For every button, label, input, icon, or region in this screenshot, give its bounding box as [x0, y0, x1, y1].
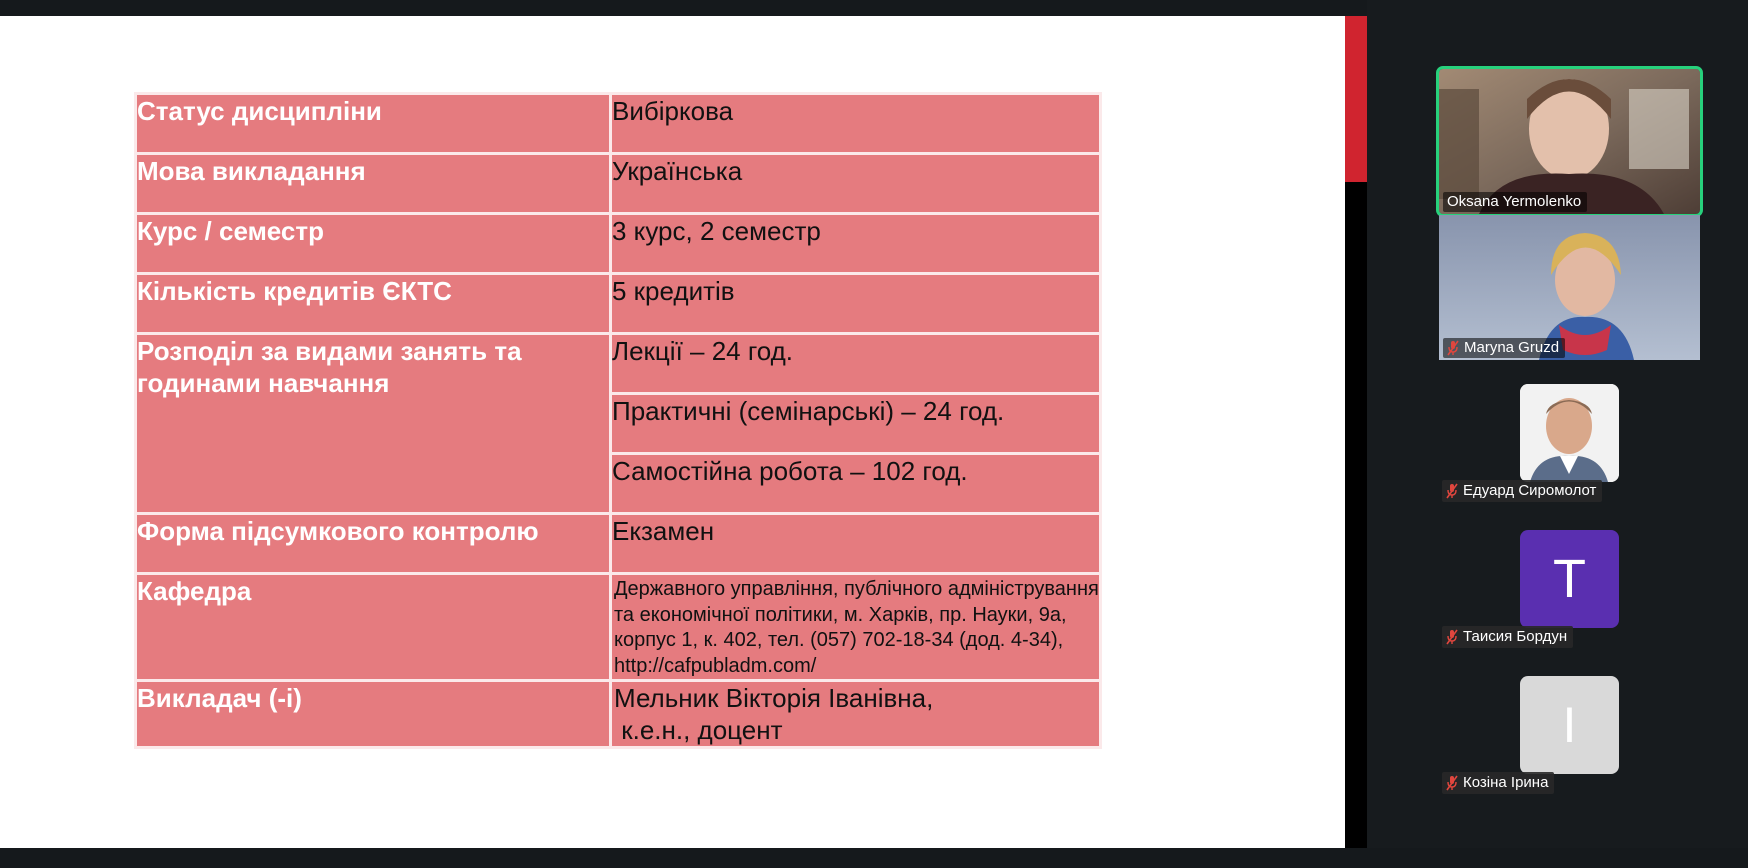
participant-photo — [1520, 384, 1619, 482]
row-label: Кількість кредитів ЄКТС — [136, 274, 611, 334]
course-info-table — [134, 92, 1102, 749]
row-label: Статус дисципліни — [136, 94, 611, 154]
mic-muted-icon — [1446, 483, 1458, 499]
participant-tile[interactable] — [1439, 215, 1700, 360]
row-label: Форма підсумкового контролю — [136, 514, 611, 574]
row-label: Курс / семестр — [136, 214, 611, 274]
teacher-title: к.е.н., доцент — [614, 715, 783, 745]
participant-name: Таисия Бордун — [1463, 628, 1568, 645]
row-value: Українська — [611, 154, 1101, 214]
table-row — [136, 334, 1101, 394]
table-row — [136, 214, 1101, 274]
row-label: Викладач (-і) — [136, 681, 611, 748]
table-row — [136, 154, 1101, 214]
slide-edge-bar — [1345, 182, 1367, 848]
participant-nameplate — [1442, 626, 1573, 648]
table-row — [136, 681, 1101, 748]
table-row — [136, 94, 1101, 154]
participant-nameplate — [1443, 338, 1565, 358]
participant-nameplate — [1443, 192, 1587, 212]
row-value: 5 кредитів — [611, 274, 1101, 334]
row-value: Екзамен — [611, 514, 1101, 574]
teacher-name: Мельник Вікторія Іванівна, — [614, 683, 934, 713]
window-bottom-bar — [0, 848, 1748, 868]
table-row — [136, 574, 1101, 681]
mic-muted-icon — [1446, 629, 1458, 645]
participant-tile[interactable] — [1439, 69, 1700, 214]
row-label: Мова викладання — [136, 154, 611, 214]
avatar-initial: I — [1562, 697, 1577, 753]
row-label: Кафедра — [136, 574, 611, 681]
participant-name: Козіна Ірина — [1463, 774, 1549, 791]
participant-avatar[interactable] — [1520, 384, 1619, 482]
slide-accent-bar — [1345, 16, 1367, 182]
participant-avatar[interactable] — [1520, 676, 1619, 774]
participant-name: Maryna Gruzd — [1464, 339, 1560, 356]
row-value: Лекції – 24 год. — [611, 334, 1101, 394]
row-value: Державного управління, публічного адміністрування та економічної політики, м. Харків, пр. Науки, 9а, корпус 1, к. 402, тел. (057) 702-18-34 (дод. 4-34), http://cafpubladm.com/ — [611, 574, 1101, 681]
table-row — [136, 514, 1101, 574]
participant-avatar[interactable] — [1520, 530, 1619, 628]
row-value — [611, 681, 1101, 748]
avatar-initial: T — [1553, 549, 1586, 609]
participant-nameplate — [1442, 480, 1602, 502]
mic-muted-icon — [1447, 340, 1459, 356]
table-row — [136, 274, 1101, 334]
row-value: Вибіркова — [611, 94, 1101, 154]
row-value: Самостійна робота – 102 год. — [611, 454, 1101, 514]
row-value: Практичні (семінарські) – 24 год. — [611, 394, 1101, 454]
participant-name: Oksana Yermolenko — [1447, 193, 1582, 210]
participant-nameplate — [1442, 772, 1554, 794]
participant-name: Едуард Сиромолот — [1463, 482, 1597, 499]
mic-muted-icon — [1446, 775, 1458, 791]
row-value: 3 курс, 2 семестр — [611, 214, 1101, 274]
row-label: Розподіл за видами занять та годинами навчання — [136, 334, 611, 514]
